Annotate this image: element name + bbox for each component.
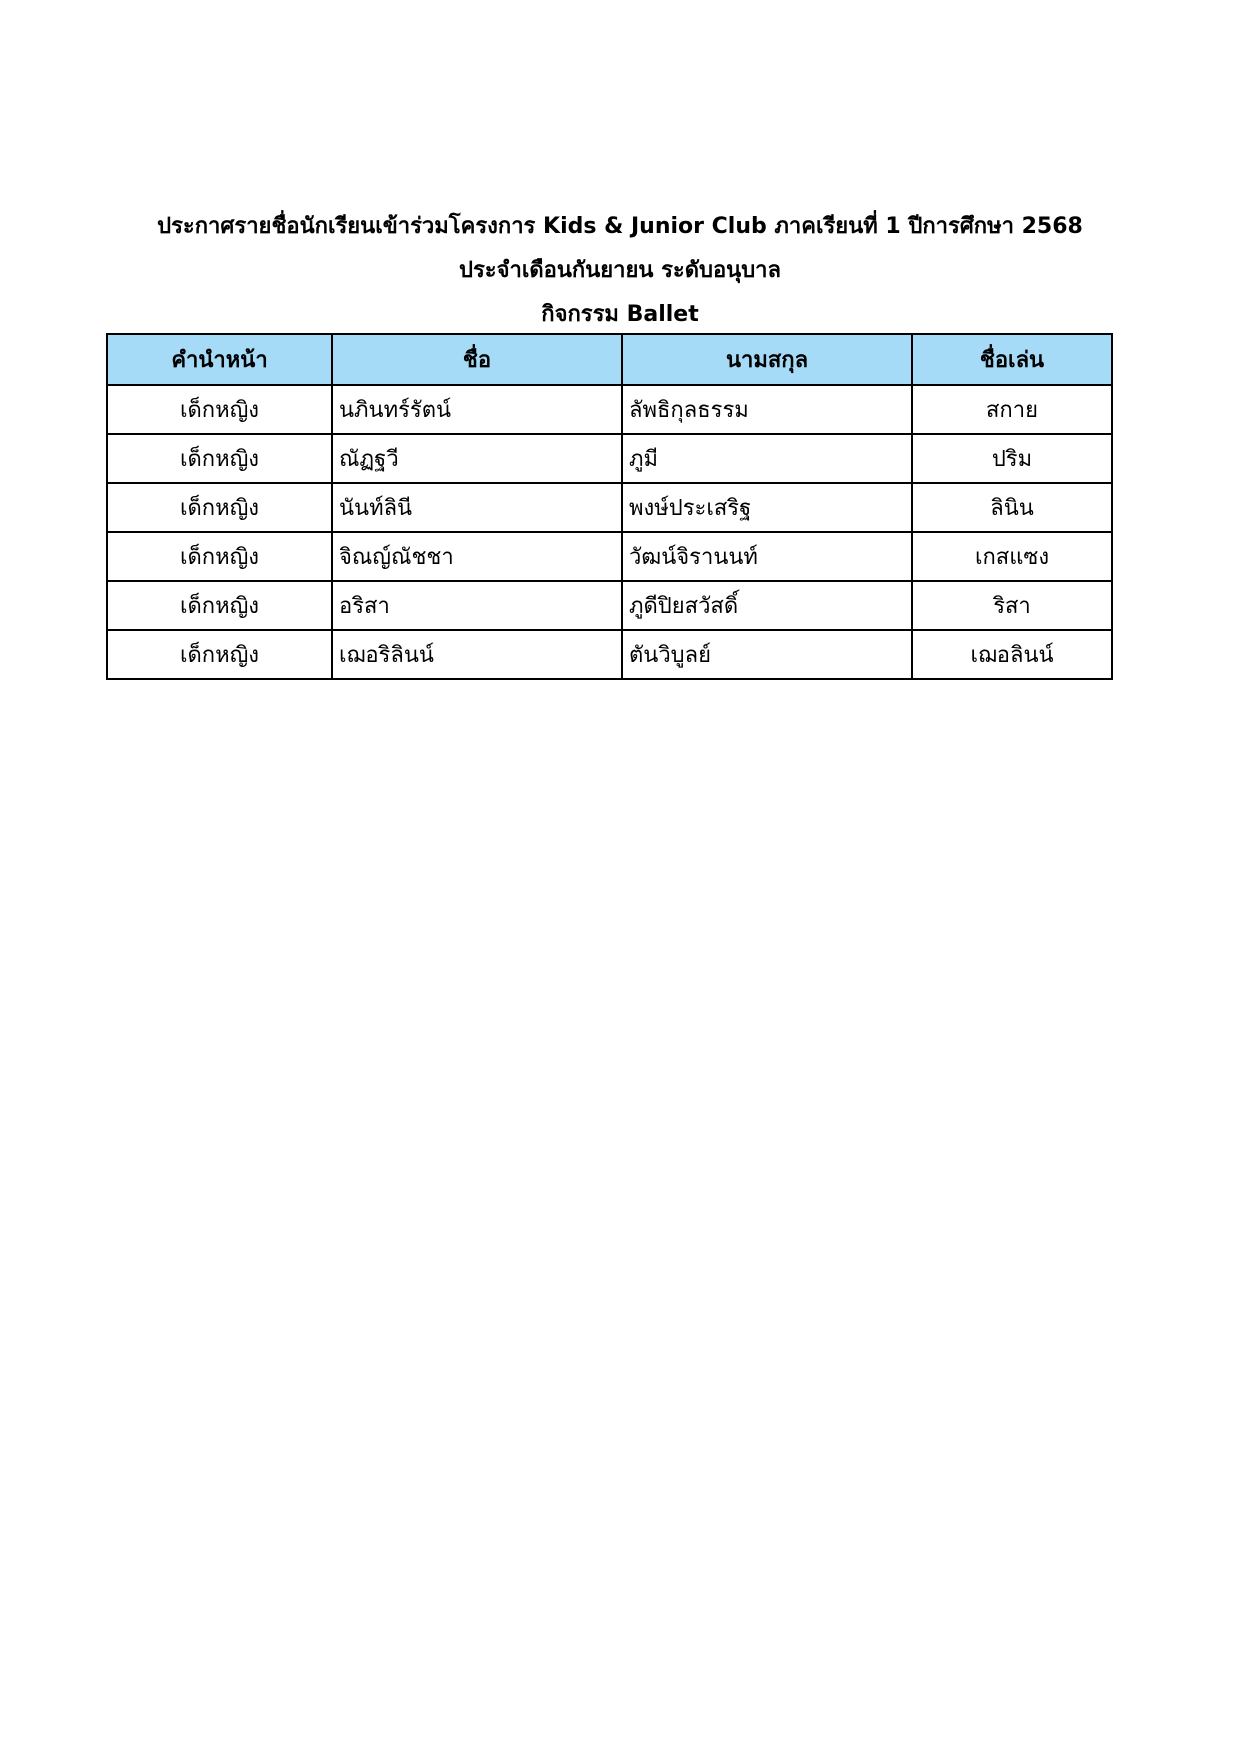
document-header [0,205,1240,337]
cell-nickname: เฌอลินน์ [912,630,1112,679]
table-header-row [107,334,1112,385]
table-row [107,630,1112,679]
header-last-name: นามสกุล [622,334,912,385]
cell-first-name: จิณญ์ณัชชา [332,532,622,581]
cell-prefix: เด็กหญิง [107,385,332,434]
cell-last-name: พงษ์ประเสริฐ [622,483,912,532]
header-first-name: ชื่อ [332,334,622,385]
activity-title: กิจกรรม Ballet [541,302,699,327]
cell-first-name: ณัฏฐวี [332,434,622,483]
cell-nickname: ริสา [912,581,1112,630]
table-row [107,385,1112,434]
cell-nickname: ลินิน [912,483,1112,532]
cell-last-name: ภูมี [622,434,912,483]
cell-prefix: เด็กหญิง [107,581,332,630]
cell-last-name: ภูดีปิยสวัสดิ์ [622,581,912,630]
cell-first-name: เฌอริลินน์ [332,630,622,679]
cell-prefix: เด็กหญิง [107,532,332,581]
table-row [107,434,1112,483]
header-prefix: คำนำหน้า [107,334,332,385]
cell-nickname: ปริม [912,434,1112,483]
cell-prefix: เด็กหญิง [107,630,332,679]
table-row [107,483,1112,532]
table-row [107,581,1112,630]
cell-prefix: เด็กหญิง [107,483,332,532]
cell-first-name: นันท์ลินี [332,483,622,532]
cell-first-name: นภินทร์รัตน์ [332,385,622,434]
cell-nickname: สกาย [912,385,1112,434]
student-roster-table [106,333,1113,680]
header-nickname: ชื่อเล่น [912,334,1112,385]
cell-prefix: เด็กหญิง [107,434,332,483]
table-row [107,532,1112,581]
cell-last-name: ลัพธิกุลธรรม [622,385,912,434]
document-subtitle: ประจำเดือนกันยายน ระดับอนุบาล [458,258,782,283]
cell-last-name: ตันวิบูลย์ [622,630,912,679]
document-title: ประกาศรายชื่อนักเรียนเข้าร่วมโครงการ Kids & Junior Club ภาคเรียนที่ 1 ปีการศึกษา 2568 [157,214,1083,239]
cell-last-name: วัฒน์จิรานนท์ [622,532,912,581]
cell-nickname: เกสแซง [912,532,1112,581]
cell-first-name: อริสา [332,581,622,630]
